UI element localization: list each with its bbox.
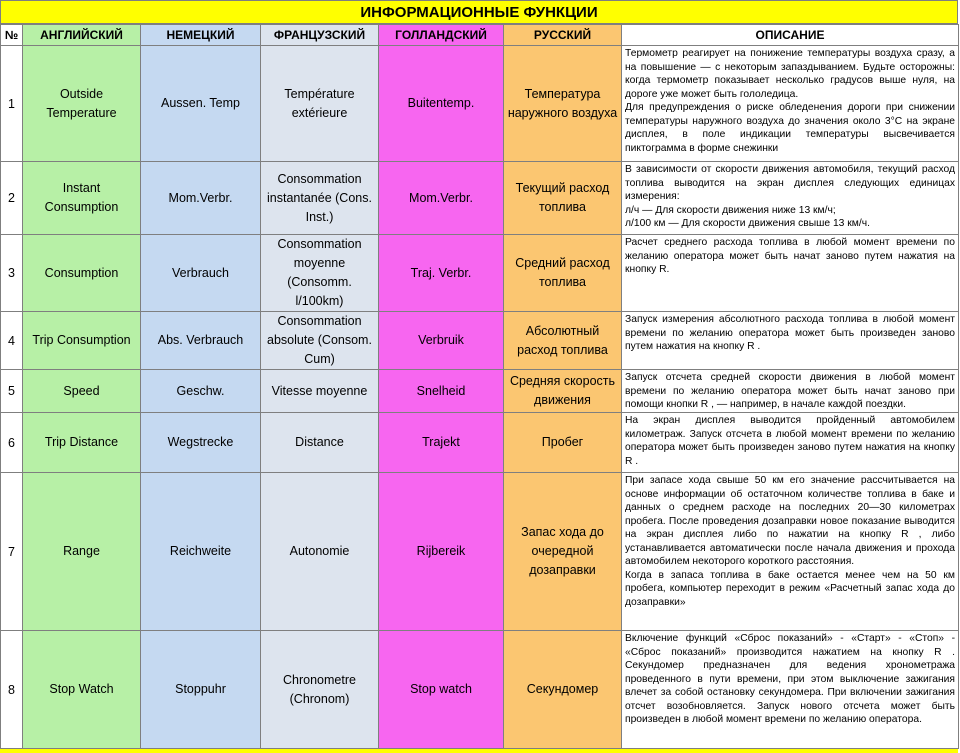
cell-description [622, 235, 959, 312]
cell-french: Consommation instantanée (Cons. Inst.) [261, 162, 379, 235]
description-paragraph: л/ч — Для скорости движения ниже 13 км/ч; [625, 204, 836, 216]
cell-french: Température extérieure [261, 46, 379, 162]
description-paragraph: Термометр реагирует на понижение температуры воздуха сразу, а на повышение — с некоторым запаздыванием. Будьте осторожны: когда термометр показывает несколько градусов выше нуля, на дороге уже может быть гололедица. [625, 48, 955, 100]
cell-english: Consumption [23, 235, 141, 312]
table-row [1, 631, 959, 749]
cell-russian: Запас хода до очередной дозаправки [504, 473, 622, 631]
cell-russian: Средний расход топлива [504, 235, 622, 312]
cell-russian: Пробег [504, 413, 622, 473]
header-description: ОПИСАНИЕ [622, 25, 959, 46]
table-row [1, 370, 959, 413]
cell-english: Outside Temperature [23, 46, 141, 162]
row-number: 7 [1, 473, 23, 631]
description-paragraph: Когда в запаса топлива в баке остается менее чем на 50 км пробега, компьютер переходит в режим «Расчетный запас хода до дозаправки» [625, 569, 955, 608]
cell-english: Trip Distance [23, 413, 141, 473]
header-english: АНГЛИЙСКИЙ [23, 25, 141, 46]
sheet-title: ИНФОРМАЦИОННЫЕ ФУНКЦИИ [0, 0, 958, 24]
description-paragraph: Для предупреждения о риске обледенения дороги при снижении температуры наружного воздуха до значения около 3°С на экране дисплея, в поле индикации температуры высвечивается пиктограмма в форме снежинки [625, 102, 955, 154]
cell-dutch: Mom.Verbr. [379, 162, 504, 235]
cell-dutch: Stop watch [379, 631, 504, 749]
table-row [1, 473, 959, 631]
header-german: НЕМЕЦКИЙ [141, 25, 261, 46]
cell-german: Verbrauch [141, 235, 261, 312]
cell-german: Mom.Verbr. [141, 162, 261, 235]
header-row [1, 25, 959, 46]
cell-russian: Секундомер [504, 631, 622, 749]
cell-description [622, 370, 959, 413]
cell-description [622, 413, 959, 473]
cell-french: Autonomie [261, 473, 379, 631]
table-row [1, 46, 959, 162]
cell-description [622, 312, 959, 370]
description-paragraph: В зависимости от скорости движения автомобиля, текущий расход топлива выводится на экран дисплея следующих единицах измерения: [625, 164, 955, 202]
cell-description [622, 473, 959, 631]
cell-description [622, 162, 959, 235]
cell-description [622, 46, 959, 162]
cell-russian: Температура наружного воздуха [504, 46, 622, 162]
cell-french: Consommation moyenne (Consomm. l/100km) [261, 235, 379, 312]
cell-german: Geschw. [141, 370, 261, 413]
cell-dutch: Verbruik [379, 312, 504, 370]
cell-english: Stop Watch [23, 631, 141, 749]
header-dutch: ГОЛЛАНДСКИЙ [379, 25, 504, 46]
cell-german: Abs. Verbrauch [141, 312, 261, 370]
cell-english: Range [23, 473, 141, 631]
cell-russian: Средняя скорость движения [504, 370, 622, 413]
row-number: 5 [1, 370, 23, 413]
row-number: 3 [1, 235, 23, 312]
table-row [1, 235, 959, 312]
description-paragraph: При запасе хода свыше 50 км его значение рассчитывается на основе информации об остаточном количестве топлива в баке и данных о среднем расходе на последних 20—30 километрах пробега. После проведения дозаправки новое показание выводится на экран дисплея либо по нажатии на кнопку R , либо устанавливается автоматически после начала движения и прохода автомобилем некоторого короткого расстояния. [625, 475, 955, 567]
header-no: № [1, 25, 23, 46]
cell-russian: Абсолютный расход топлива [504, 312, 622, 370]
cell-english: Trip Consumption [23, 312, 141, 370]
cell-french: Distance [261, 413, 379, 473]
cell-dutch: Snelheid [379, 370, 504, 413]
cell-dutch: Trajekt [379, 413, 504, 473]
bottom-strip [0, 749, 958, 753]
cell-german: Reichweite [141, 473, 261, 631]
functions-table [0, 24, 959, 749]
description-paragraph: Расчет среднего расхода топлива в любой момент времени по желанию оператора может быть начат заново путем нажатия на кнопку R. [625, 237, 955, 275]
cell-english: Speed [23, 370, 141, 413]
row-number: 2 [1, 162, 23, 235]
table-row [1, 312, 959, 370]
cell-dutch: Buitentemp. [379, 46, 504, 162]
description-paragraph: Запуск измерения абсолютного расхода топлива в любой момент времени по желанию оператора может быть произведен заново путем нажатия на кнопку R . [625, 314, 955, 352]
header-french: ФРАНЦУЗСКИЙ [261, 25, 379, 46]
cell-german: Aussen. Temp [141, 46, 261, 162]
table-row [1, 162, 959, 235]
description-paragraph: Запуск отсчета средней скорости движения в любой момент времени по желанию оператора может быть начат заново при помощи кнопки R , — например, в начале каждой поездки. [625, 372, 955, 410]
cell-german: Stoppuhr [141, 631, 261, 749]
header-russian: РУССКИЙ [504, 25, 622, 46]
row-number: 4 [1, 312, 23, 370]
row-number: 1 [1, 46, 23, 162]
cell-russian: Текущий расход топлива [504, 162, 622, 235]
cell-english: Instant Consumption [23, 162, 141, 235]
cell-german: Wegstrecke [141, 413, 261, 473]
cell-dutch: Rijbereik [379, 473, 504, 631]
cell-french: Chronometre (Chronom) [261, 631, 379, 749]
row-number: 6 [1, 413, 23, 473]
description-paragraph: На экран дисплея выводится пройденный автомобилем километраж. Запуск отсчета в любой момент времени по желанию оператора может быть произведен заново путем нажатия на кнопку R . [625, 415, 955, 467]
cell-french: Consommation absolute (Consom. Cum) [261, 312, 379, 370]
table-row [1, 413, 959, 473]
description-paragraph: Включение функций «Сброс показаний» - «Старт» - «Стоп» - «Сброс показаний» производится нажатием на кнопку R . Секундомер предназначен для ведения хронометража проведенного в пути времени, при этом выключение зажигания влечет за собой остановку секундомера. При включении зажигания отсчет возобновляется. Запуск нового отсчета может быть произведен в любой момент времени по желанию оператора. [625, 633, 955, 725]
description-paragraph: л/100 км — Для скорости движения свыше 13 км/ч. [625, 218, 870, 229]
row-number: 8 [1, 631, 23, 749]
cell-description [622, 631, 959, 749]
cell-dutch: Traj. Verbr. [379, 235, 504, 312]
cell-french: Vitesse moyenne [261, 370, 379, 413]
